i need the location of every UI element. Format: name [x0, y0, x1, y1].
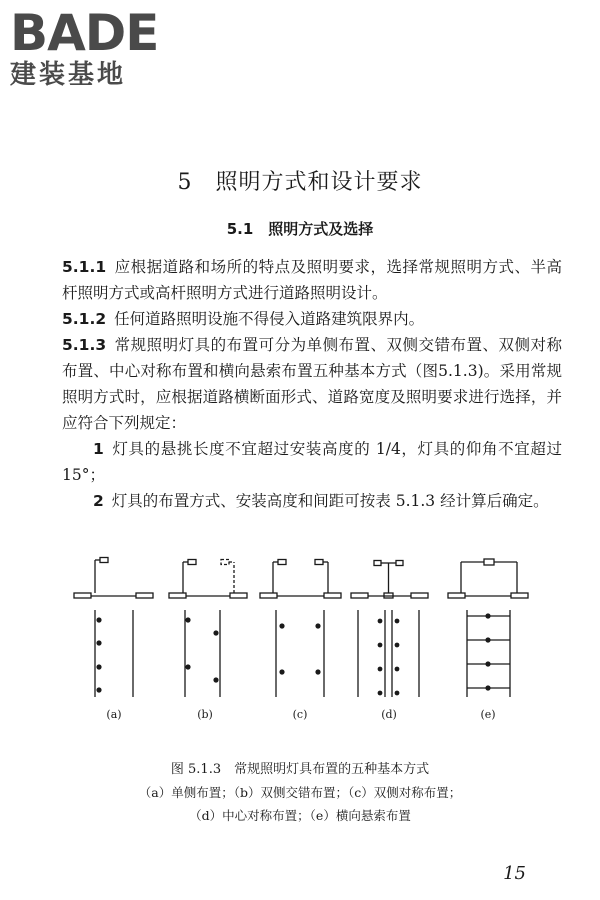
lighting-layout-figure: [70, 550, 530, 730]
label-c: (c): [292, 708, 308, 721]
layout-a-single-side: [74, 558, 153, 698]
layout-d-central: [351, 561, 428, 698]
label-d: (d): [381, 708, 397, 721]
logo-text: BADE: [10, 4, 159, 62]
label-b: (b): [197, 708, 213, 721]
item-number: 2: [93, 492, 104, 510]
clause-text: 任何道路照明设施不得侵入道路建筑限界内。: [114, 310, 425, 328]
layout-e-catenary: [448, 559, 528, 697]
chapter-title: 5 照明方式和设计要求: [177, 170, 423, 195]
clause-5-1-3: [62, 332, 562, 436]
logo-subtitle: 建装基地: [10, 60, 127, 90]
label-a: (a): [106, 708, 122, 721]
item-number: 1: [93, 440, 104, 458]
caption-line-2: （d）中心对称布置；（e）横向悬索布置: [189, 808, 411, 823]
clause-text: 应根据道路和场所的特点及照明要求，选择常规照明方式、半高杆照明方式或高杆照明方式进行道路照明设计。: [62, 258, 562, 302]
caption-title: 图 5.1.3 常规照明灯具布置的五种基本方式: [170, 762, 430, 777]
item-text: 灯具的布置方式、安装高度和间距可按表 5.1.3 经计算后确定。: [111, 492, 549, 510]
clause-5-1-2: [62, 306, 562, 332]
clause-number: 5.1.3: [62, 336, 107, 354]
layout-b-staggered: [169, 560, 247, 698]
caption-line-1: （a）单侧布置；（b）双侧交错布置；（c）双侧对称布置；: [138, 785, 462, 800]
label-e: (e): [480, 708, 496, 721]
item-2: [62, 488, 562, 514]
page-number: 15: [503, 863, 526, 884]
layout-c-symmetric: [260, 560, 341, 698]
item-1: [62, 436, 562, 488]
body-text: [62, 254, 562, 514]
clause-number: 5.1.2: [62, 310, 107, 328]
clause-5-1-1: [62, 254, 562, 306]
clause-number: 5.1.1: [62, 258, 107, 276]
item-text: 灯具的悬挑长度不宜超过安装高度的 1/4，灯具的仰角不宜超过 15°；: [62, 440, 562, 484]
section-title: 5.1 照明方式及选择: [226, 220, 374, 238]
clause-text: 常规照明灯具的布置可分为单侧布置、双侧交错布置、双侧对称布置、中心对称布置和横向悬索布置五种基本方式（图5.1.3)。采用常规照明方式时，应根据道路横断面形式、道路宽度及照明要求进行选择，并应符合下列规定：: [62, 336, 562, 432]
logo: [10, 4, 185, 90]
figure-caption: [0, 758, 600, 827]
